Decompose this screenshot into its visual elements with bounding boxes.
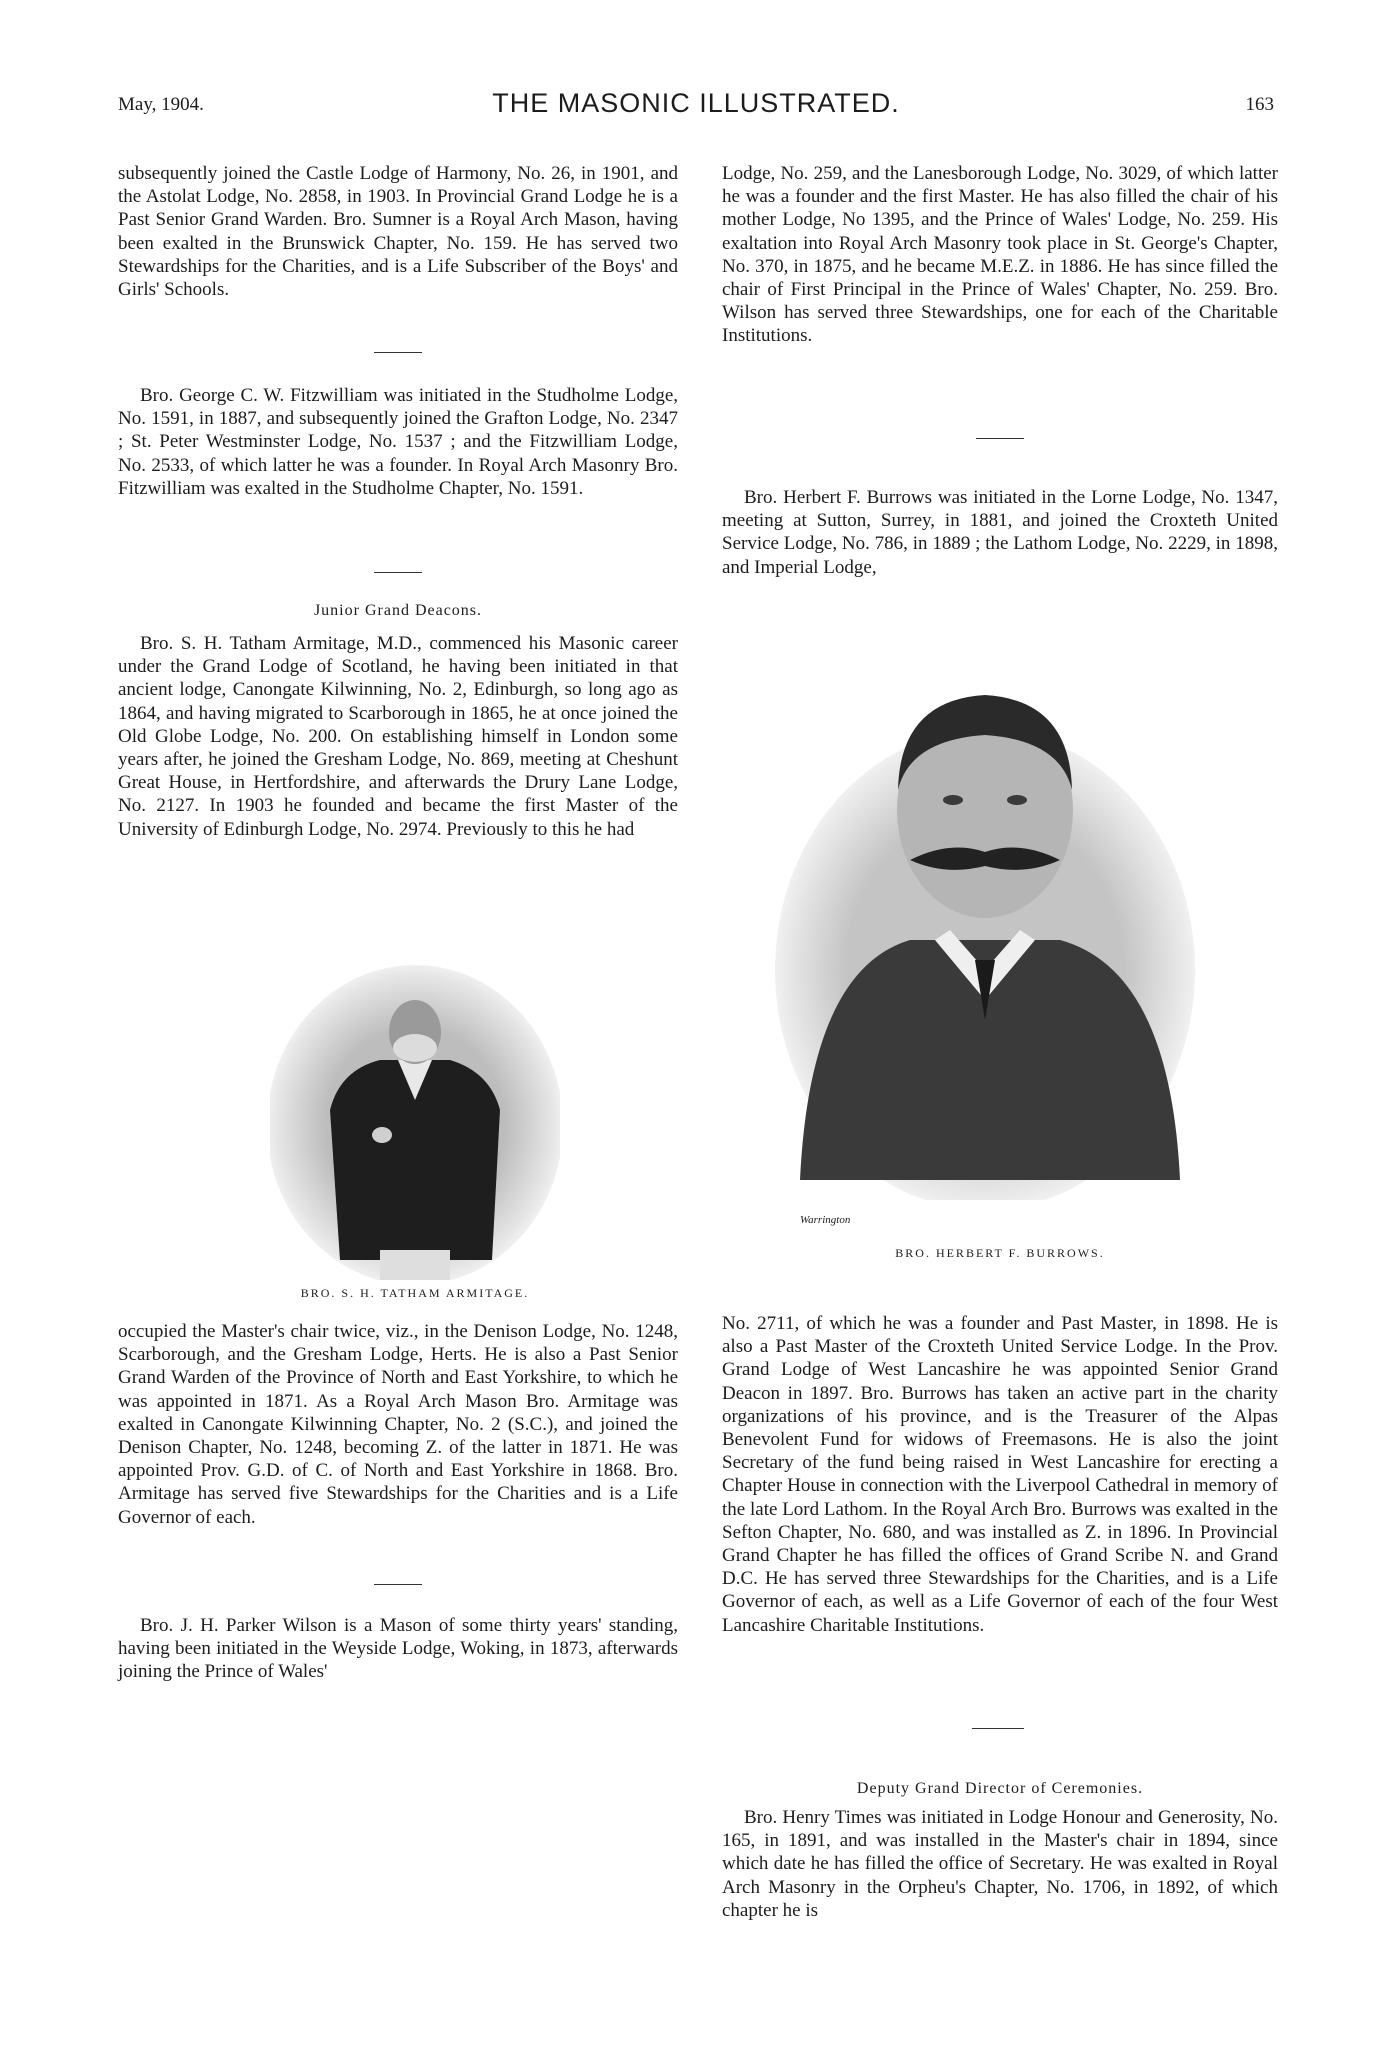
- section-divider: [972, 1728, 1024, 1729]
- section-divider: [374, 352, 422, 353]
- photographer-signature: Warrington: [800, 1214, 851, 1226]
- heading-junior-grand-deacons: Junior Grand Deacons.: [313, 602, 483, 619]
- page-number: 163: [1245, 94, 1274, 115]
- paragraph-times: Bro. Henry Times was initiated in Lodge Honour and Generosity, No. 165, in 1891, and was installed in the Master's chair in 1894, since which date he has filled the office of Secretary. He was exalted in Royal Arch Masonry in the Orpheu's Chapter, No. 1706, in 1892, of which chapter he is: [722, 1807, 1278, 1921]
- paragraph-sumner: subsequently joined the Castle Lodge of Harmony, No. 26, in 1901, and the Astolat Lodge, No. 2858, in 1903. In Provincial Grand Lodge he is a Past Senior Grand Warden. Bro. Sumner is a Royal Arch Mason, having been exalted in the Brunswick Chapter, No. 159. He has served two Stewardships for the Charities, and is a Life Subscriber of the Boys' and Girls' Schools.: [118, 163, 678, 301]
- paragraph-wilson-start: Bro. J. H. Parker Wilson is a Mason of some thirty years' standing, having been initiated in the Weyside Lodge, Woking, in 1873, afterwards joining the Prince of Wales': [118, 1615, 678, 1683]
- paragraph-burrows-intro: Bro. Herbert F. Burrows was initiated in the Lorne Lodge, No. 1347, meeting at Sutton, Surrey, in 1881, and joined the Croxteth United Service Lodge, No. 786, in 1889 ; the Lathom Lodge, No. 2229, in 1898, and Imperial Lodge,: [722, 487, 1278, 578]
- section-divider: [374, 572, 422, 573]
- section-divider: [976, 438, 1024, 439]
- paragraph-armitage-continued: occupied the Master's chair twice, viz., in the Denison Lodge, No. 1248, Scarborough, and the Gresham Lodge, Herts. He is also a Past Senior Grand Warden of the Province of North and East Yorkshire, to which he was appointed in 1871. As a Royal Arch Mason Bro. Armitage was exalted in Canongate Kilwinning Chapter, No. 2 (S.C.), and joined the Denison Chapter, No. 1248, becoming Z. of the latter in 1871. He was appointed Prov. G.D. of C. of North and East Yorkshire in 1868. Bro. Armitage has served five Stewardships for the Charities and is a Life Governor of each.: [118, 1321, 678, 1528]
- paragraph-wilson-continued: Lodge, No. 259, and the Lanesborough Lodge, No. 3029, of which latter he was a founder and the first Master. He has also filled the chair of his mother Lodge, No 1395, and the Prince of Wales' Lodge, No. 259. His exaltation into Royal Arch Masonry took place in St. George's Chapter, No. 370, in 1875, and he became M.E.Z. in 1886. He has since filled the chair of First Principal in the Prince of Wales' Chapter, No. 259. Bro. Wilson has served three Stewardships, one for each of the Charitable Institutions.: [722, 163, 1278, 347]
- portrait-burrows: [770, 640, 1200, 1200]
- paragraph-armitage-intro: Bro. S. H. Tatham Armitage, M.D., commenced his Masonic career under the Grand Lodge of Scotland, he having been initiated in that ancient lodge, Canongate Kilwinning, No. 2, Edinburgh, so long ago as 1864, and having migrated to Scarborough in 1865, he at once joined the Old Globe Lodge, No. 200. On establishing himself in London some years after, he joined the Gresham Lodge, No. 869, meeting at Cheshunt Great House, in Hertfordshire, and afterwards the Drury Lane Lodge, No. 2127. In 1903 he founded and became the first Master of the University of Edinburgh Lodge, No. 2974. Previously to this he had: [118, 633, 678, 840]
- heading-deputy-grand-director: Deputy Grand Director of Ceremonies.: [856, 1780, 1144, 1797]
- publication-title: THE MASONIC ILLUSTRATED.: [492, 88, 900, 118]
- paragraph-burrows-continued: No. 2711, of which he was a founder and Past Master, in 1898. He is also a Past Master of the Croxteth United Service Lodge. In the Prov. Grand Lodge of West Lancashire he was appointed Senior Grand Deacon in 1897. Bro. Burrows has taken an active part in the charity organizations of his province, and is the Treasurer of the Alpas Benevolent Fund for widows of Freemasons. He is also the joint Secretary of the fund being raised in West Lancashire for erecting a Chapter House in connection with the Liverpool Cathedral in memory of the late Lord Lathom. In the Royal Arch Bro. Burrows was exalted in the Sefton Chapter, No. 680, and was installed as Z. in 1896. In Provincial Grand Chapter he has filled the offices of Grand Scribe N. and Grand D.C. He has served three Stewardships for the Charities, and is a Life Governor of each, as well as a Life Governor of each of the four West Lancashire Charitable Institutions.: [722, 1313, 1278, 1636]
- paragraph-fitzwilliam: Bro. George C. W. Fitzwilliam was initiated in the Studholme Lodge, No. 1591, in 1887, and subsequently joined the Grafton Lodge, No. 2347 ; St. Peter Westminster Lodge, No. 1537 ; and the Fitzwilliam Lodge, No. 2533, of which latter he was a founder. In Royal Arch Masonry Bro. Fitzwilliam was exalted in the Studholme Chapter, No. 1591.: [118, 385, 678, 499]
- caption-burrows: BRO. HERBERT F. BURROWS.: [895, 1246, 1105, 1260]
- section-divider: [374, 1584, 422, 1585]
- caption-armitage: BRO. S. H. TATHAM ARMITAGE.: [300, 1286, 530, 1300]
- issue-date: May, 1904.: [118, 94, 204, 115]
- page-header: [118, 88, 1274, 128]
- portrait-armitage: [270, 960, 560, 1280]
